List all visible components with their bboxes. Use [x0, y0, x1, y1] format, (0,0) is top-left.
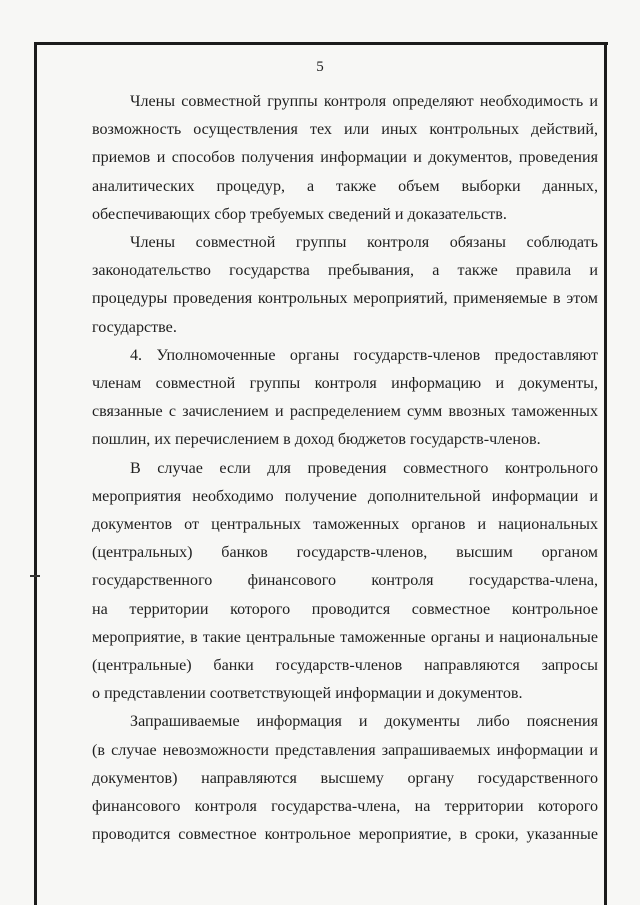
- text-line: связанные с зачислением и распределением сумм ввозных таможенных: [92, 403, 598, 421]
- page-border-right: [604, 42, 607, 905]
- paragraph-1: [92, 88, 598, 229]
- text-line: проводится совместное контрольное мероприятие, в сроки, указанные: [92, 826, 598, 844]
- text-line: государстве.: [92, 318, 177, 336]
- text-line: мероприятия необходимо получение дополнительной информации и: [92, 487, 598, 505]
- text-line: мероприятие, в такие центральные таможенные органы и национальные: [92, 628, 598, 646]
- text-line: 4. Уполномоченные органы государств-членов предоставляют: [130, 346, 598, 364]
- paragraph-5: [92, 708, 598, 849]
- text-line: Члены совместной группы контроля определяют необходимость и: [130, 93, 598, 110]
- text-line: членам совместной группы контроля информацию и документы,: [92, 375, 598, 393]
- page-border-top: [36, 42, 608, 45]
- page-border-left: [34, 42, 37, 905]
- scan-mark: [30, 575, 40, 577]
- text-line: о представлении соответствующей информации и документов.: [92, 685, 523, 703]
- text-line: документов) направляются высшему органу государственного: [92, 769, 598, 787]
- text-line: законодательство государства пребывания, а также правила и: [92, 262, 598, 280]
- page-number: 5: [316, 59, 324, 75]
- paragraph-3: [92, 342, 598, 455]
- text-line: государственного финансового контроля государства-члена,: [92, 572, 598, 590]
- text-line: Члены совместной группы контроля обязаны соблюдать: [130, 234, 598, 252]
- text-line: процедуры проведения контрольных мероприятий, применяемые в этом: [92, 290, 598, 308]
- text-line: Запрашиваемые информация и документы либо пояснения: [130, 713, 598, 731]
- paragraph-2: [92, 229, 598, 342]
- text-line: (центральные) банки государств-членов направляются запросы: [92, 657, 598, 675]
- text-line: финансового контроля государства-члена, на территории которого: [92, 798, 598, 816]
- text-line: на территории которого проводится совместное контрольное: [92, 600, 598, 618]
- text-line: аналитических процедур, а также объем выборки данных,: [92, 177, 598, 195]
- text-line: обеспечивающих сбор требуемых сведений и доказательств.: [92, 205, 507, 223]
- text-line: (в случае невозможности представления запрашиваемых информации и: [92, 741, 598, 759]
- text-line: (центральных) банков государств-членов, высшим органом: [92, 544, 598, 562]
- text-line: возможность осуществления тех или иных контрольных действий,: [92, 121, 598, 139]
- text-line: приемов и способов получения информации и документов, проведения: [92, 149, 598, 167]
- paragraph-4: [92, 455, 598, 709]
- text-line: В случае если для проведения совместного контрольного: [130, 459, 598, 477]
- document-body: [92, 88, 598, 849]
- text-line: документов от центральных таможенных органов и национальных: [92, 516, 598, 534]
- text-line: пошлин, их перечислением в доход бюджетов государств-членов.: [92, 431, 541, 449]
